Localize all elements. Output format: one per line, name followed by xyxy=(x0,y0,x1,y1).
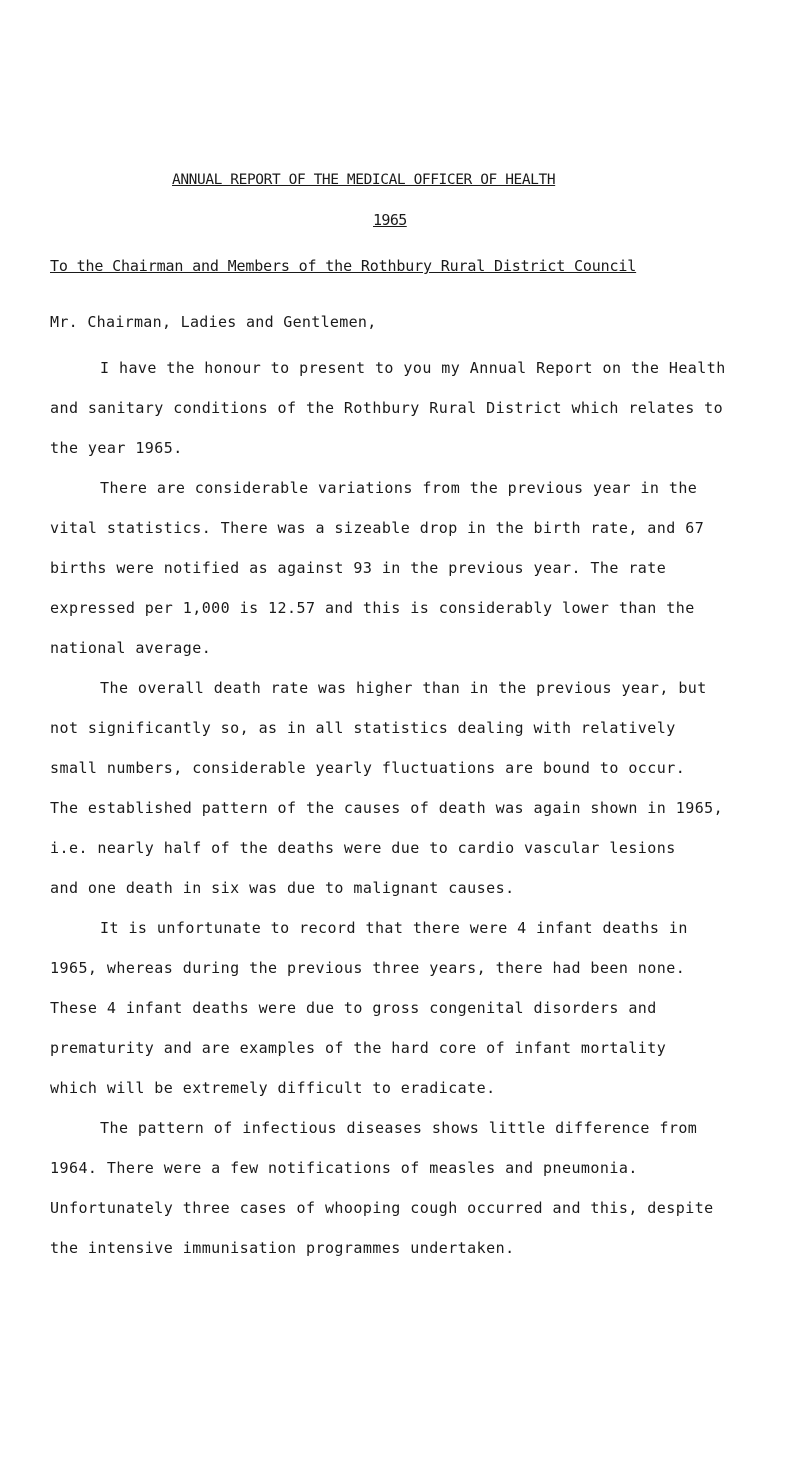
text-line: i.e. nearly half of the deaths were due to cardio vascular lesions xyxy=(50,839,676,857)
text-line: 1965, whereas during the previous three years, there had been none. xyxy=(50,959,686,977)
paragraph xyxy=(50,908,760,1108)
paragraph xyxy=(50,668,760,908)
text-line: The established pattern of the causes of death was again shown in 1965, xyxy=(50,799,724,817)
text-line: 1964. There were a few notifications of measles and pneumonia. xyxy=(50,1159,638,1177)
report-title: ANNUAL REPORT OF THE MEDICAL OFFICER OF HEALTH xyxy=(172,172,556,188)
paragraph xyxy=(50,468,760,668)
text-line: births were notified as against 93 in the previous year. The rate xyxy=(50,559,667,577)
text-line: These 4 infant deaths were due to gross congenital disorders and xyxy=(50,999,657,1017)
text-line: which will be extremely difficult to eradicate. xyxy=(50,1079,496,1097)
report-body xyxy=(50,348,760,1268)
addressee-line: To the Chairman and Members of the Rothbury Rural District Council xyxy=(50,257,637,275)
text-line: not significantly so, as in all statistics dealing with relatively xyxy=(50,719,676,737)
text-line: The overall death rate was higher than in the previous year, but xyxy=(100,679,707,697)
text-line: small numbers, considerable yearly fluctuations are bound to occur. xyxy=(50,759,686,777)
paragraph xyxy=(50,1108,760,1268)
text-line: the intensive immunisation programmes undertaken. xyxy=(50,1239,515,1257)
paragraph xyxy=(50,348,760,468)
text-line: expressed per 1,000 is 12.57 and this is considerably lower than the xyxy=(50,599,695,617)
text-line: vital statistics. There was a sizeable drop in the birth rate, and 67 xyxy=(50,519,705,537)
text-line: It is unfortunate to record that there were 4 infant deaths in xyxy=(100,919,688,937)
text-line: There are considerable variations from the previous year in the xyxy=(100,479,698,497)
salutation: Mr. Chairman, Ladies and Gentlemen, xyxy=(50,313,377,331)
text-line: and one death in six was due to malignant causes. xyxy=(50,879,515,897)
text-line: and sanitary conditions of the Rothbury Rural District which relates to xyxy=(50,399,724,417)
report-year: 1965 xyxy=(373,211,407,229)
text-line: I have the honour to present to you my Annual Report on the Health xyxy=(100,359,726,377)
text-line: the year 1965. xyxy=(50,439,183,457)
text-line: The pattern of infectious diseases shows little difference from xyxy=(100,1119,698,1137)
text-line: Unfortunately three cases of whooping cough occurred and this, despite xyxy=(50,1199,714,1217)
text-line: national average. xyxy=(50,639,212,657)
text-line: prematurity and are examples of the hard core of infant mortality xyxy=(50,1039,667,1057)
